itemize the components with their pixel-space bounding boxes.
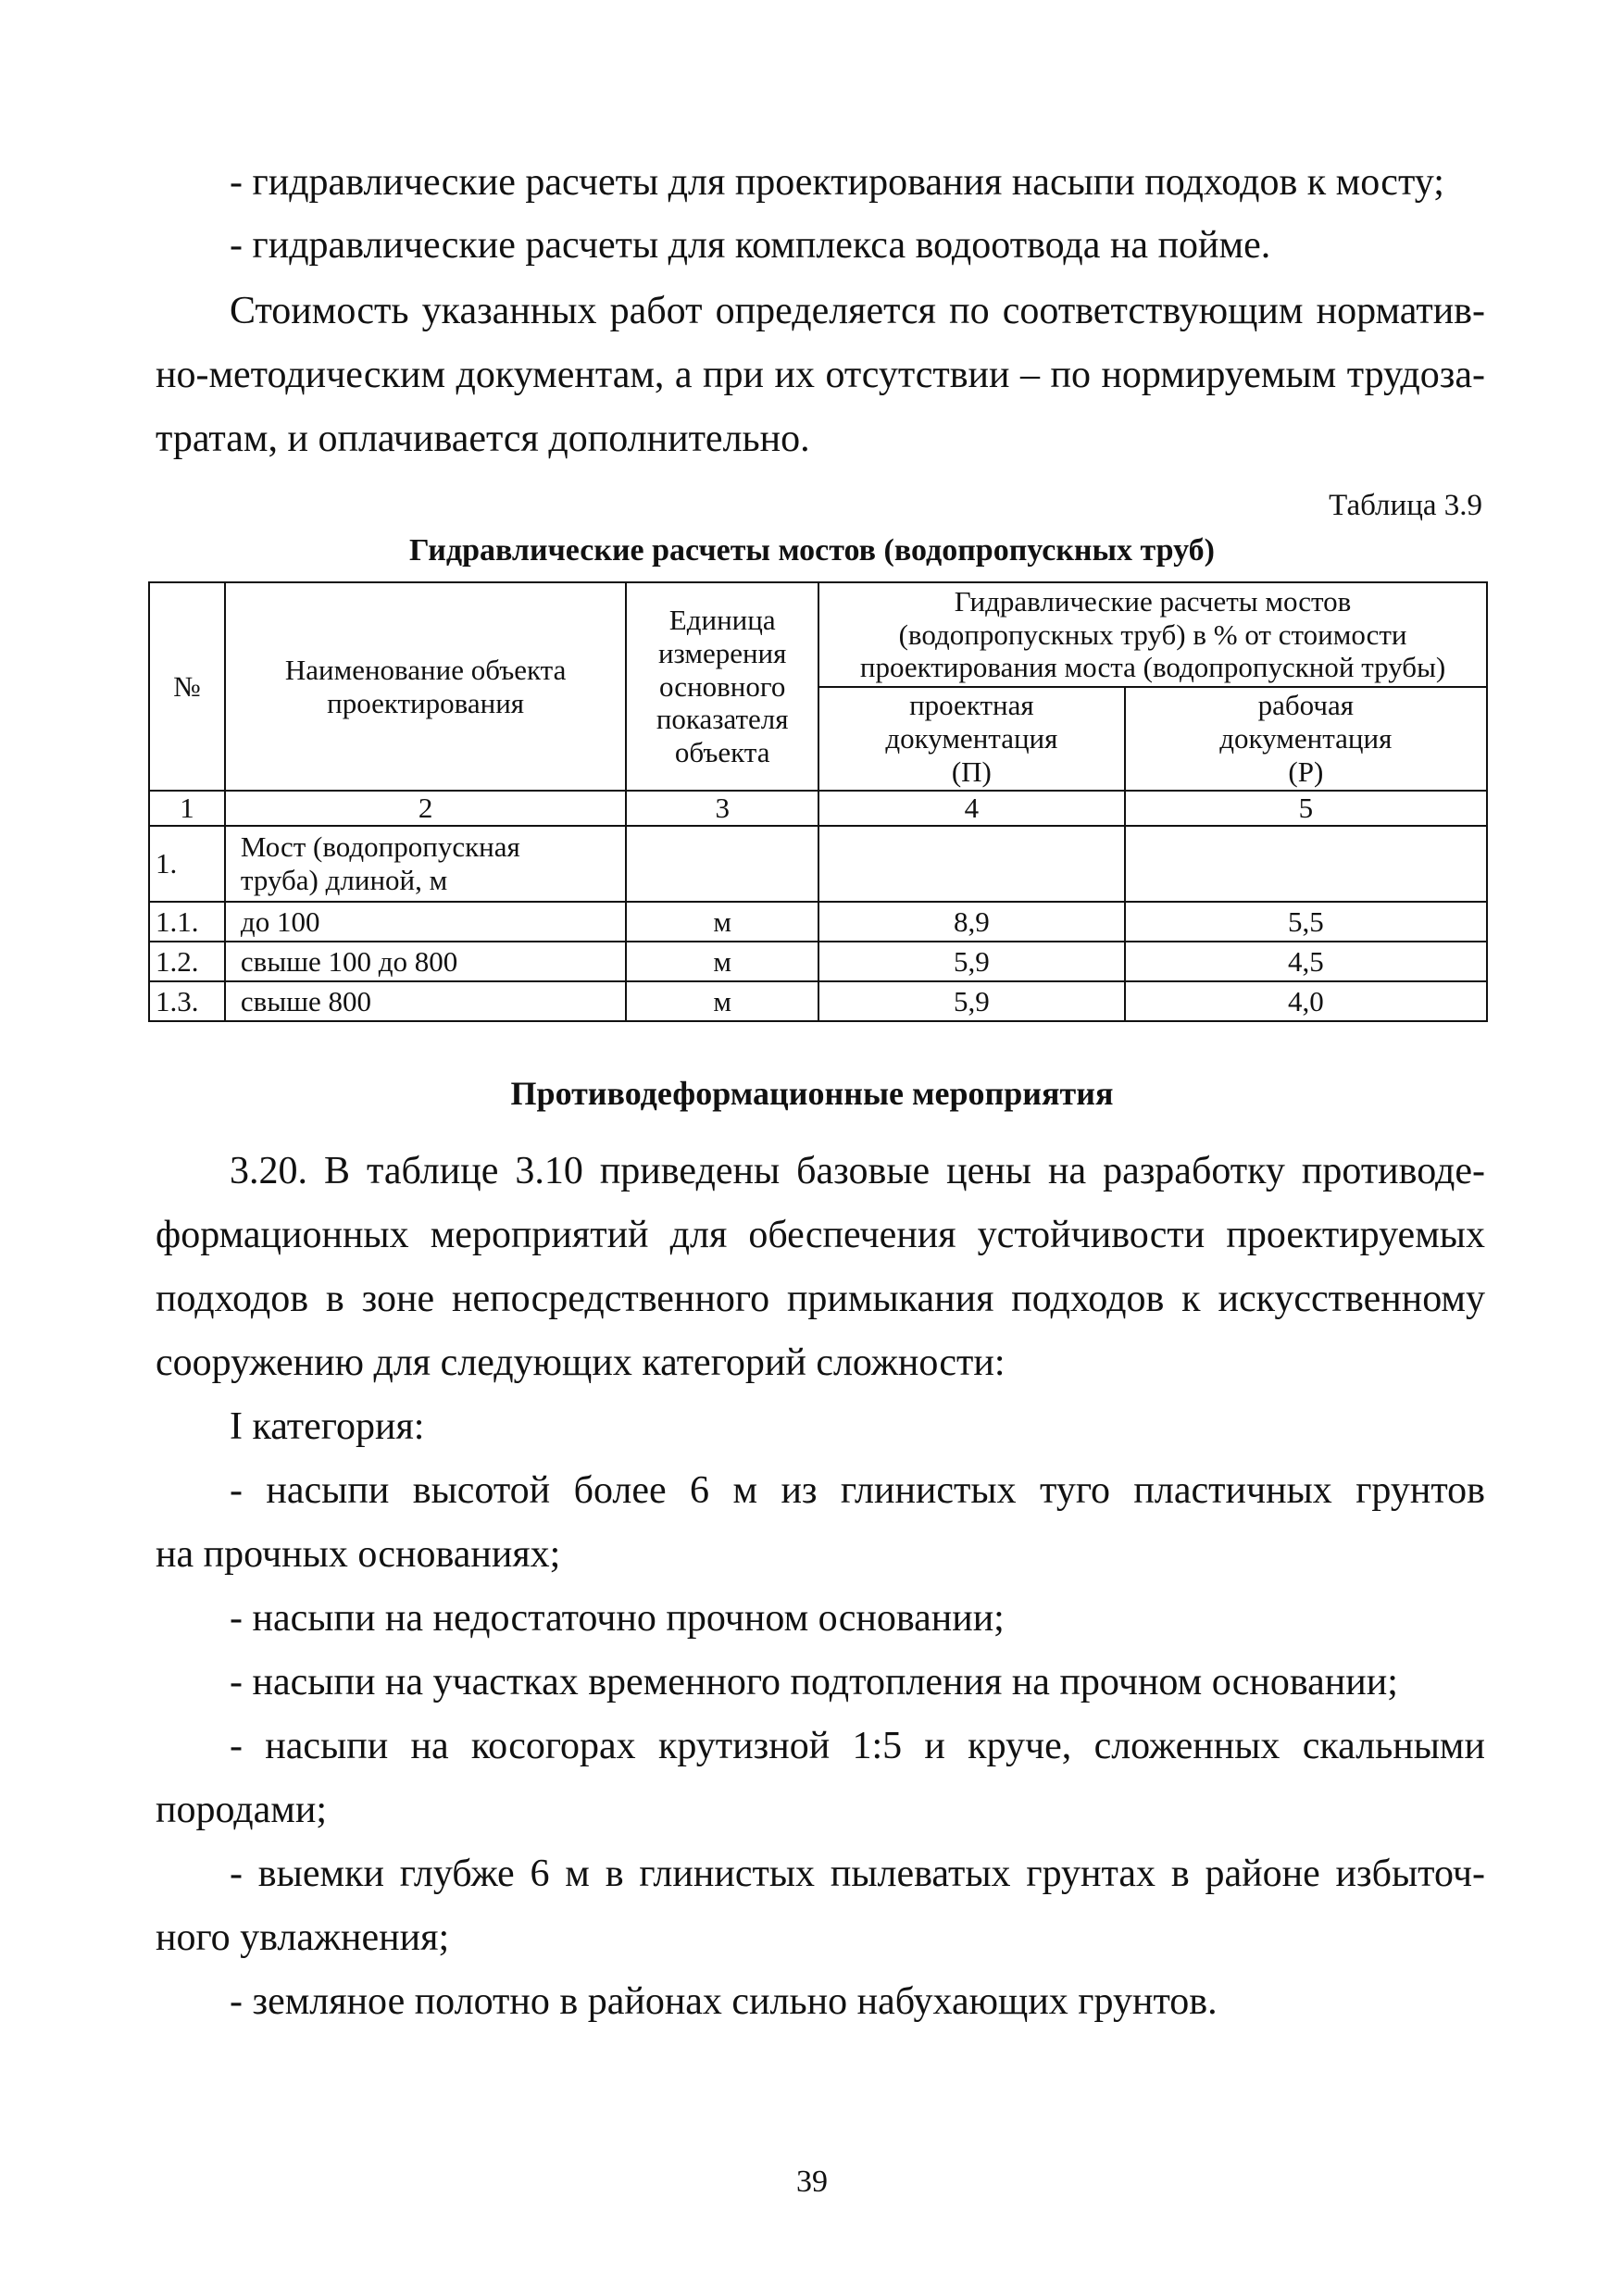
- header-hydraulic-group: [818, 582, 1487, 687]
- header-unit-line: основного: [659, 669, 786, 703]
- header-r-line: (Р): [1288, 755, 1324, 788]
- row-object-name: свыше 100 до 800: [225, 942, 626, 981]
- table-row: [149, 942, 1487, 981]
- category-label: I категория:: [230, 1405, 425, 1448]
- empty-cell: [818, 826, 1125, 902]
- header-object-name: [225, 582, 626, 791]
- column-number: 3: [626, 791, 818, 826]
- row-project-pct: 8,9: [818, 902, 1125, 942]
- column-number: 2: [225, 791, 626, 826]
- header-unit-line: объекта: [674, 736, 770, 769]
- bullet-line: - насыпи на косогорах крутизной 1:5 и круче, сложенных скальными: [230, 1725, 1485, 1767]
- bullet-line: - насыпи на недостаточно прочном основании;: [230, 1597, 1005, 1640]
- row-project-pct: 5,9: [818, 981, 1125, 1021]
- header-p-line: проектная: [909, 689, 1034, 722]
- bullet-line: на прочных основаниях;: [156, 1533, 561, 1576]
- row-object-name-line: труба) длиной, м: [240, 864, 448, 896]
- column-number: 4: [818, 791, 1125, 826]
- table-label: Таблица 3.9: [1329, 489, 1482, 522]
- row-unit: м: [626, 902, 818, 942]
- paragraph-line: но-методическим документам, а при их отсутствии – по нормируемым трудоза-: [156, 354, 1485, 396]
- header-group-line: проектирования моста (водопропускной трубы): [859, 651, 1446, 684]
- bullet-line: - земляное полотно в районах сильно набухающих грунтов.: [230, 1980, 1218, 2023]
- header-project-docs: [818, 687, 1125, 791]
- row-unit: м: [626, 942, 818, 981]
- header-object-name-line: Наименование объекта: [284, 653, 567, 686]
- column-number: 5: [1125, 791, 1487, 826]
- header-working-docs: [1125, 687, 1487, 791]
- row-object-name: свыше 800: [225, 981, 626, 1021]
- empty-cell: [1125, 826, 1487, 902]
- row-object-name: [225, 826, 626, 902]
- row-number: 1.2.: [149, 942, 225, 981]
- row-working-pct: 5,5: [1125, 902, 1487, 942]
- row-number: 1.1.: [149, 902, 225, 942]
- header-unit-line: показателя: [656, 703, 789, 736]
- row-number: 1.3.: [149, 981, 225, 1021]
- bullet-line: - насыпи высотой более 6 м из глинистых туго пластичных грунтов: [230, 1469, 1485, 1512]
- header-unit: [626, 582, 818, 791]
- row-number: 1.: [149, 826, 225, 902]
- header-unit-line: Единица: [668, 603, 776, 636]
- bullet-line: ного увлажнения;: [156, 1916, 450, 1959]
- row-working-pct: 4,5: [1125, 942, 1487, 981]
- bullet-line: - выемки глубже 6 м в глинистых пылеватых грунтах в районе избыточ-: [230, 1853, 1485, 1895]
- header-r-line: рабочая: [1257, 689, 1354, 722]
- paragraph-line: сооружению для следующих категорий сложности:: [156, 1341, 1006, 1384]
- column-number-row: [149, 791, 1487, 826]
- table-row: [149, 981, 1487, 1021]
- row-object-name: до 100: [225, 902, 626, 942]
- bullet-hydraulic-drainage: - гидравлические расчеты для комплекса водоотвода на пойме.: [230, 224, 1271, 267]
- table-header-row: [149, 582, 1487, 687]
- header-object-name-line: проектирования: [327, 686, 525, 719]
- header-r-line: документация: [1219, 722, 1393, 755]
- header-unit-line: измерения: [657, 636, 787, 669]
- paragraph-line: тратам, и оплачивается дополнительно.: [156, 418, 810, 460]
- header-p-line: (П): [951, 755, 992, 788]
- table-group-row: [149, 826, 1487, 902]
- header-group-line: (водопропускных труб) в % от стоимости: [898, 618, 1407, 651]
- column-number: 1: [149, 791, 225, 826]
- hydraulic-calc-table: [148, 581, 1488, 1022]
- page-number: 39: [796, 2165, 828, 2199]
- row-working-pct: 4,0: [1125, 981, 1487, 1021]
- bullet-hydraulic-embankment: - гидравлические расчеты для проектирования насыпи подходов к мосту;: [230, 161, 1444, 204]
- paragraph-line: 3.20. В таблице 3.10 приведены базовые цены на разработку противоде-: [230, 1150, 1485, 1192]
- paragraph-line: Стоимость указанных работ определяется по соответствующим норматив-: [230, 290, 1485, 332]
- row-object-name-line: Мост (водопропускная: [240, 830, 520, 864]
- table-title: Гидравлические расчеты мостов (водопропускных труб): [408, 533, 1216, 568]
- paragraph-line: формационных мероприятий для обеспечения устойчивости проектируемых: [156, 1214, 1485, 1256]
- header-p-line: документация: [885, 722, 1058, 755]
- header-no: №: [149, 582, 225, 791]
- header-group-line: Гидравлические расчеты мостов: [954, 584, 1352, 618]
- section-title: Противодеформационные мероприятия: [510, 1075, 1114, 1112]
- row-unit: м: [626, 981, 818, 1021]
- table-row: [149, 902, 1487, 942]
- row-project-pct: 5,9: [818, 942, 1125, 981]
- paragraph-line: подходов в зоне непосредственного примыкания подходов к искусственному: [156, 1278, 1485, 1320]
- empty-cell: [626, 826, 818, 902]
- bullet-line: породами;: [156, 1789, 328, 1831]
- bullet-line: - насыпи на участках временного подтопления на прочном основании;: [230, 1661, 1398, 1703]
